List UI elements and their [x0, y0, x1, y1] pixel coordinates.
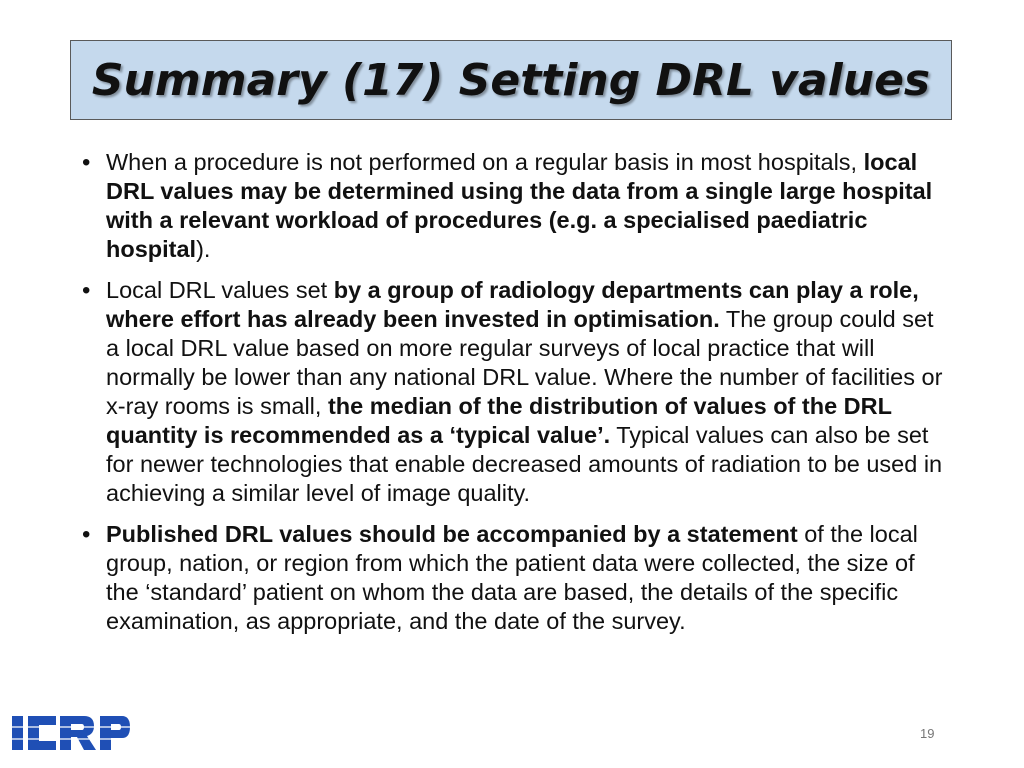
- bullet-icon: •: [82, 277, 91, 304]
- bullet-1-seg-3: ).: [196, 236, 211, 262]
- bullet-item-1: [78, 148, 948, 264]
- icrp-logo: [12, 716, 130, 750]
- bullet-2-seg-4: the median of the distribution of values of the DRL quantity is recommended as a ‘typical value’.: [106, 393, 892, 448]
- bullet-list: [78, 148, 948, 648]
- bullet-3-seg-1: Published DRL values should be accompanied by a statement: [106, 521, 798, 547]
- slide-title: Summary (17) Setting DRL values: [91, 54, 931, 106]
- bullet-icon: •: [82, 521, 91, 548]
- bullet-item-3: [78, 520, 948, 636]
- bullet-2-seg-1: Local DRL values set: [106, 277, 334, 303]
- bullet-2-seg-5: Typical values can also be set for newer technologies that enable decreased amounts of radiation to be used in achieving a similar level of image quality.: [106, 422, 943, 506]
- bullet-3-seg-2: of the local group, nation, or region from which the patient data were collected, the size of the ‘standard’ patient on whom the data are based, the details of the specific examination, as appropriate, and the date of the survey.: [106, 521, 918, 634]
- bullet-2-seg-2: by a group of radiology departments can play a role, where effort has already been invested in optimisation.: [106, 277, 919, 332]
- page-number: 19: [920, 726, 935, 741]
- bullet-1-seg-1: When a procedure is not performed on a regular basis in most hospitals,: [106, 149, 864, 175]
- bullet-2-seg-3: The group could set a local DRL value based on more regular surveys of local practice that will normally be lower than any national DRL value. Where the number of facilities or x-ray rooms is small,: [106, 306, 943, 419]
- bullet-item-2: [78, 276, 948, 508]
- bullet-icon: •: [82, 149, 91, 176]
- title-banner: [70, 40, 952, 120]
- bullet-1-seg-2: local DRL values may be determined using the data from a single large hospital with a relevant workload of procedures (e.g. a specialised paediatric hospital: [106, 149, 933, 262]
